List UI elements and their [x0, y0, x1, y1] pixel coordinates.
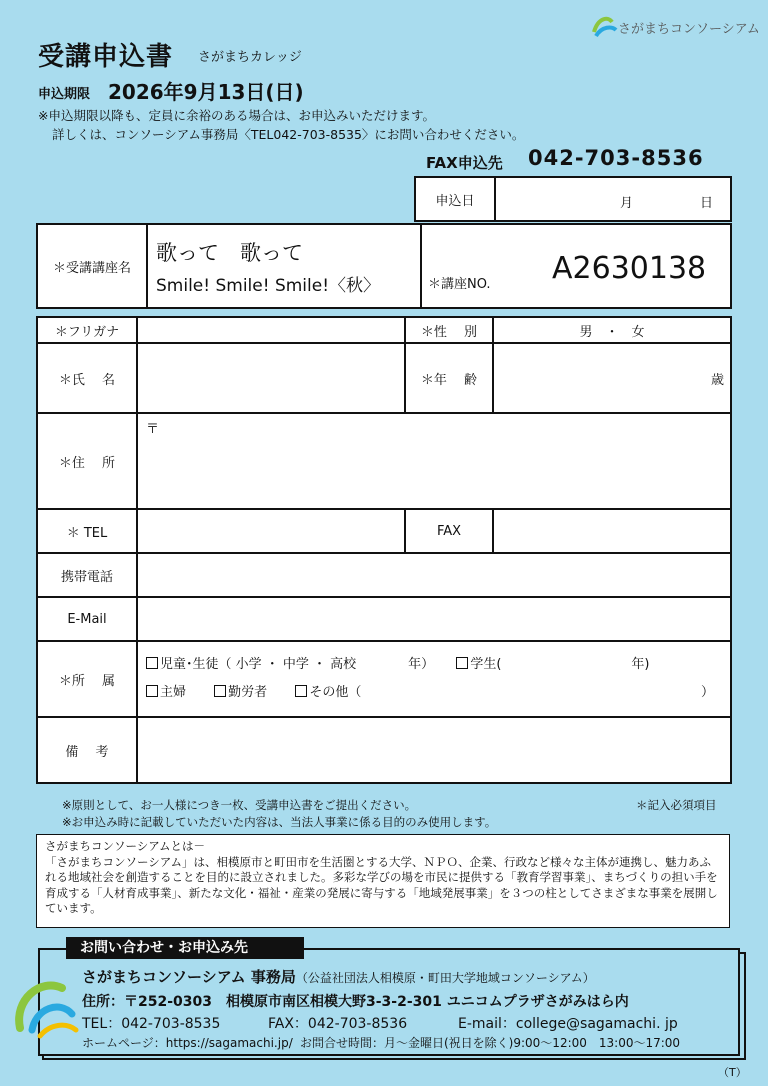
logo-text: さがまちコンソーシアム [618, 22, 760, 37]
note-line-2: 詳しくは、コンソーシアム事務局〈TEL042-703-8535〉にお問い合わせください。 [52, 127, 525, 142]
note-line-1: ※申込期限以降も、定員に余裕のある場合は、お申込みいただけます。 [38, 108, 435, 123]
contact-org: さがまちコンソーシアム 事務局 [82, 968, 296, 986]
child-checkbox[interactable] [146, 657, 158, 669]
notes-bottom-2: ※お申込み時に記載していただいた内容は、当法人事業に係る目的のみ使用します。 [62, 815, 497, 829]
about-text: 「さがまちコンソーシアム」は、相模原市と町田市を生活圏とする大学、ＮＰＯ、企業、行政など様々な主体が連携し、魅力あふれる地域社会を創造することを目的に設立されました。多彩な学びの場を市民に提供する「教育学習事業」、まちづくりの担い手を育成する「人材育成事業」、新たな文化・福祉・産業の発展に寄与する「地域発展事業」を３つの柱としてさまざまな事業を展開しています。 [45, 854, 718, 915]
remarks-label: 備 考 [37, 717, 137, 783]
course-label: ＊受講講座名 [37, 224, 147, 308]
tel-label: ＊ TEL [37, 509, 137, 553]
contact-tel: TEL：042-703-8535 [82, 1016, 221, 1032]
postal-mark: 〒 [146, 422, 160, 437]
contact-address: 住所：〒252-0303 相模原市南区相模大野3-3-2-301 ユニコムプラザさがみはら内 [82, 994, 629, 1010]
age-unit: 歳 [710, 372, 724, 388]
footer-mark: （T） [718, 1066, 747, 1079]
email-input[interactable] [137, 597, 731, 641]
student-option: 学生( 年) [470, 657, 650, 672]
gender-label: ＊性 別 [405, 317, 493, 343]
apply-date-label: 申込日 [415, 177, 495, 221]
contact-hours: お問合せ時間：月～金曜日(祝日を除く)9:00～12:00 13:00～17:00 [300, 1036, 681, 1050]
worker-option: 勤労者 [228, 685, 268, 700]
deadline-label: 申込期限 [38, 87, 91, 102]
housewife-option: 主婦 [160, 685, 187, 700]
contact-fax: FAX：042-703-8536 [268, 1016, 408, 1032]
applicant-table [36, 316, 732, 784]
name-input[interactable] [137, 343, 405, 413]
page-title: 受講申込書 [38, 42, 174, 72]
contact-org-line [82, 966, 595, 987]
other-option: その他（ [309, 685, 362, 700]
about-heading: さがまちコンソーシアムとは－ [45, 839, 205, 853]
required-note: ＊記入必須項目 [636, 798, 717, 812]
course-no-label: ＊講座NO. [428, 277, 491, 292]
age-label: ＊年 齢 [405, 343, 493, 413]
age-input[interactable] [493, 343, 731, 413]
fax-apply-number: 042-703-8536 [528, 146, 704, 170]
course-title-2: Smile! Smile! Smile!〈秋〉 [156, 275, 381, 296]
furigana-input[interactable] [137, 317, 405, 343]
affiliation-options [137, 641, 731, 717]
apply-date-table [414, 176, 732, 222]
gender-select[interactable]: 男 ・ 女 [493, 317, 731, 343]
address-label: ＊住 所 [37, 413, 137, 509]
address-input[interactable] [137, 413, 731, 509]
course-title [147, 224, 421, 308]
fax-apply-label: FAX申込先 [426, 154, 503, 172]
page-subtitle: さがまちカレッジ [198, 50, 302, 65]
course-table [36, 223, 732, 309]
consortium-swirl-icon [10, 970, 80, 1042]
contact-tab: お問い合わせ・お申込み先 [66, 937, 304, 959]
affiliation-label: ＊所 属 [37, 641, 137, 717]
child-option: 児童･生徒（ 小学 ・ 中学 ・ 高校 年） [160, 657, 435, 672]
other-close: ） [700, 685, 714, 700]
contact-email[interactable]: E-mail：college@sagamachi. jp [458, 1016, 678, 1032]
email-label: E-Mail [37, 597, 137, 641]
student-checkbox[interactable] [456, 657, 468, 669]
apply-date-field[interactable] [495, 177, 731, 221]
course-no-cell [421, 224, 731, 308]
consortium-logo-icon [590, 10, 618, 40]
name-label: ＊氏 名 [37, 343, 137, 413]
other-checkbox[interactable] [295, 685, 307, 697]
about-box [36, 834, 730, 928]
contact-org-note: （公益社団法人相模原・町田大学地域コンソーシアム） [295, 971, 595, 985]
deadline-date: 2026年9月13日(日) [108, 80, 304, 104]
contact-hp[interactable]: ホームページ：https://sagamachi.jp/ [82, 1036, 293, 1050]
fax-input[interactable] [493, 509, 731, 553]
apply-month: 月 [620, 196, 634, 211]
fax-label: FAX [405, 509, 493, 553]
mobile-input[interactable] [137, 553, 731, 597]
mobile-label: 携帯電話 [37, 553, 137, 597]
housewife-checkbox[interactable] [146, 685, 158, 697]
worker-checkbox[interactable] [214, 685, 226, 697]
tel-input[interactable] [137, 509, 405, 553]
remarks-input[interactable] [137, 717, 731, 783]
furigana-label: ＊フリガナ [37, 317, 137, 343]
notes-bottom-1: ※原則として、お一人様につき一枚、受講申込書をご提出ください。 [62, 798, 417, 812]
course-no: A2630138 [552, 251, 707, 286]
course-title-1: 歌って 歌って [156, 240, 303, 265]
apply-day: 日 [700, 196, 714, 211]
